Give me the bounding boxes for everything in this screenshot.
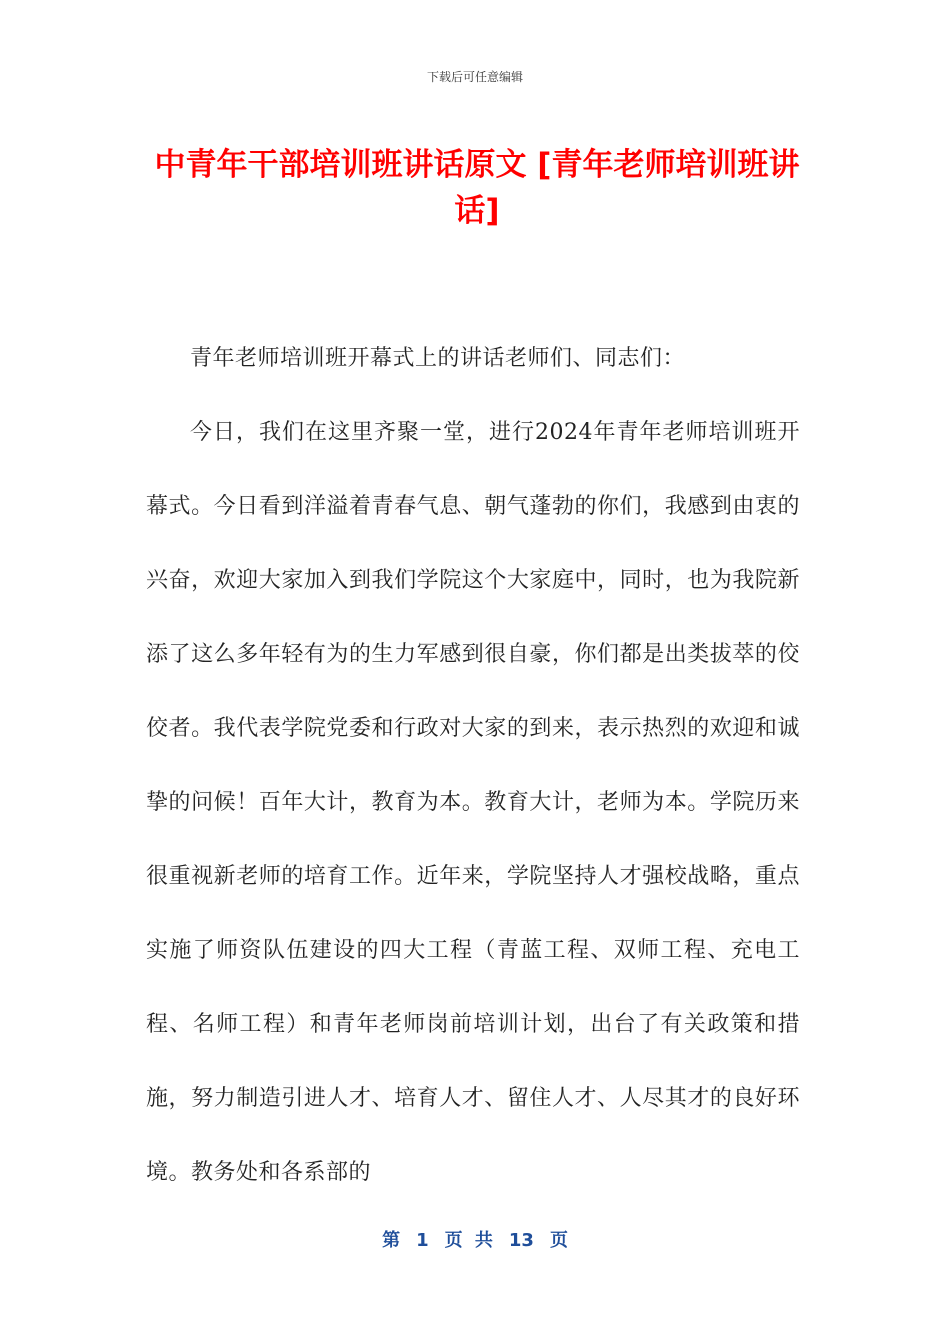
paragraph-body: 今日，我们在这里齐聚一堂，进行2024年青年老师培训班开幕式。今日看到洋溢着青春气息、朝气蓬勃的你们，我感到由衷的兴奋，欢迎大家加入到我们学院这个大家庭中，同时，也为我院新添了这么多年轻有为的生力军感到很自豪，你们都是出类拔萃的佼佼者。我代表学院党委和行政对大家的到来，表示热烈的欢迎和诚挚的问候！百年大计，教育为本。教育大计，老师为本。学院历来很重视新老师的培育工作。近年来，学院坚持人才强校战略，重点实施了师资队伍建设的四大工程（青蓝工程、双师工程、充电工程、名师工程）和青年老师岗前培训计划，出台了有关政策和措施，努力制造引进人才、培育人才、留住人才、人尽其才的良好环境。教务处和各系部的 bbox=[146, 420, 800, 1185]
page-footer bbox=[0, 1226, 950, 1252]
footer-label-total: 页 共 bbox=[444, 1230, 493, 1251]
footer-total-pages: 13 bbox=[508, 1230, 534, 1251]
document-body bbox=[146, 322, 800, 1210]
footer-label-end: 页 bbox=[549, 1230, 568, 1251]
header-note: 下载后可任意编辑 bbox=[426, 70, 523, 84]
footer-label-page: 第 bbox=[382, 1230, 401, 1251]
document-title: 中青年干部培训班讲话原文 [青年老师培训班讲话] bbox=[154, 147, 800, 229]
footer-current-page: 1 bbox=[416, 1230, 429, 1251]
paragraph-salutation: 青年老师培训班开幕式上的讲话老师们、同志们： bbox=[190, 346, 686, 371]
